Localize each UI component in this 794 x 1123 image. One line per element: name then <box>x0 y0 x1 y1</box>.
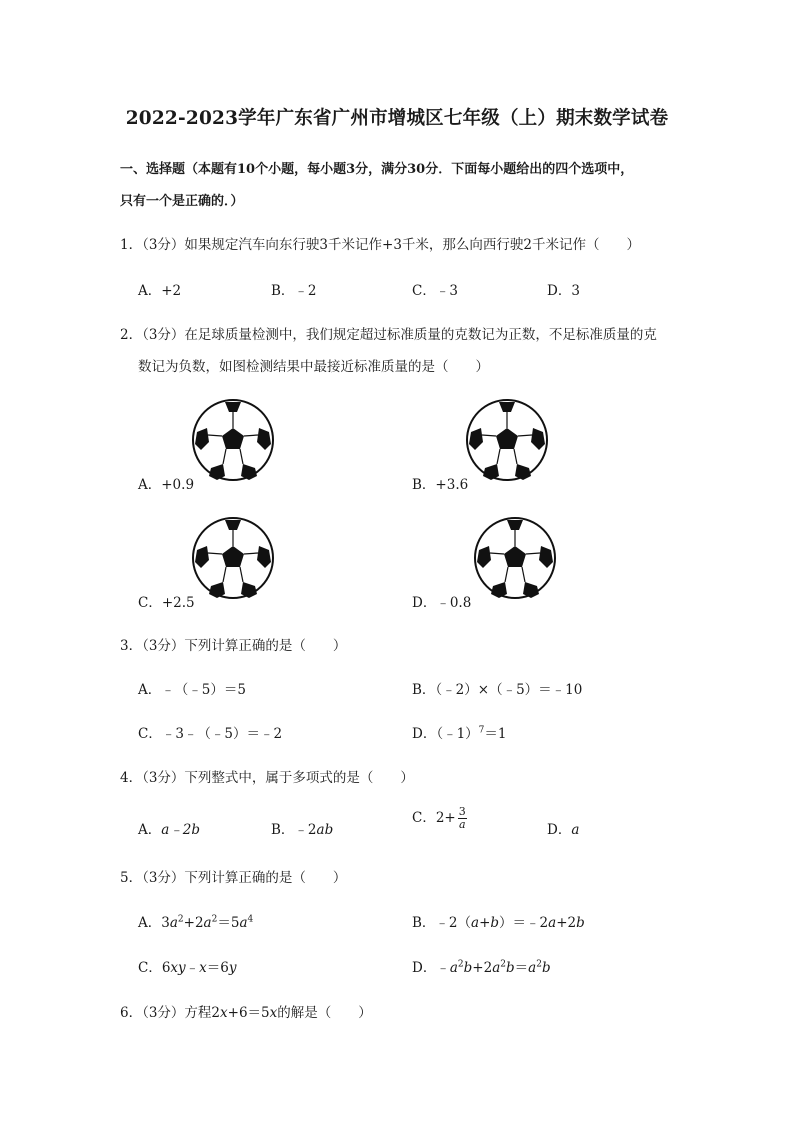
section-heading-line1: 一、选择题（本题有10个小题，每小题3分，满分30分．下面每小题给出的四个选项中， <box>120 162 634 177</box>
page-title: 2022-2023学年广东省广州市增城区七年级（上）期末数学试卷 <box>125 108 669 129</box>
q4-option-b: B．﹣2ab <box>271 822 334 838</box>
fraction: $\frac{3}{a}$ <box>458 805 466 831</box>
q2-option-c: C．+2.5 <box>138 595 195 611</box>
q5-option-c: C．6xy﹣x＝6y <box>138 960 237 976</box>
soccer-ball-icon <box>465 398 549 482</box>
question-2-stem-line1: 2．（3分）在足球质量检测中，我们规定超过标准质量的克数记为正数，不足标准质量的克 <box>120 327 657 343</box>
question-2-stem-line2: 数记为负数，如图检测结果中最接近标准质量的是（ ） <box>138 359 489 375</box>
q1-option-c: C．﹣3 <box>412 283 458 299</box>
q2-option-d: D．﹣0.8 <box>412 595 472 611</box>
question-6-stem: 6．（3分）方程2x+6＝5x的解是（ ） <box>120 1005 372 1021</box>
q5-option-a: A．$3a^2+2a^2=5a^4$ <box>138 914 254 931</box>
q2-option-a: A．+0.9 <box>138 477 195 493</box>
q1-option-d: D．3 <box>547 283 580 299</box>
question-4-stem: 4．（3分）下列整式中，属于多项式的是（ ） <box>120 770 414 786</box>
soccer-ball-icon <box>191 398 275 482</box>
soccer-ball-icon <box>473 516 557 600</box>
q3-option-a: A．﹣（﹣5）＝5 <box>138 682 246 698</box>
q3-option-d: D．（﹣1）$^7$＝1 <box>412 725 507 742</box>
q4-option-d: D．a <box>547 822 580 838</box>
q5-option-d: D．$﹣a^2b+2a^2b=a^2b$ <box>412 959 551 976</box>
question-1-stem: 1．（3分）如果规定汽车向东行驶3千米记作+3千米，那么向西行驶2千米记作（ ） <box>120 237 641 253</box>
soccer-ball-icon <box>191 516 275 600</box>
q5-option-b: B．﹣2（a+b）＝﹣2a+2b <box>412 915 585 931</box>
q2-option-b: B．+3.6 <box>412 477 469 493</box>
q1-option-b: B．﹣2 <box>271 283 317 299</box>
q4-option-a: A．a﹣2b <box>138 822 201 838</box>
question-3-stem: 3．（3分）下列计算正确的是（ ） <box>120 638 347 654</box>
section-heading-line2: 只有一个是正确的．） <box>120 194 244 209</box>
q3-option-c: C．﹣3﹣（﹣5）＝﹣2 <box>138 726 283 742</box>
q3-option-b: B．（﹣2）×（﹣5）＝﹣10 <box>412 682 583 698</box>
q1-option-a: A．+2 <box>138 283 182 299</box>
question-5-stem: 5．（3分）下列计算正确的是（ ） <box>120 870 347 886</box>
q4-option-c: C．2+ $\frac{3}{a}$ <box>412 805 466 831</box>
